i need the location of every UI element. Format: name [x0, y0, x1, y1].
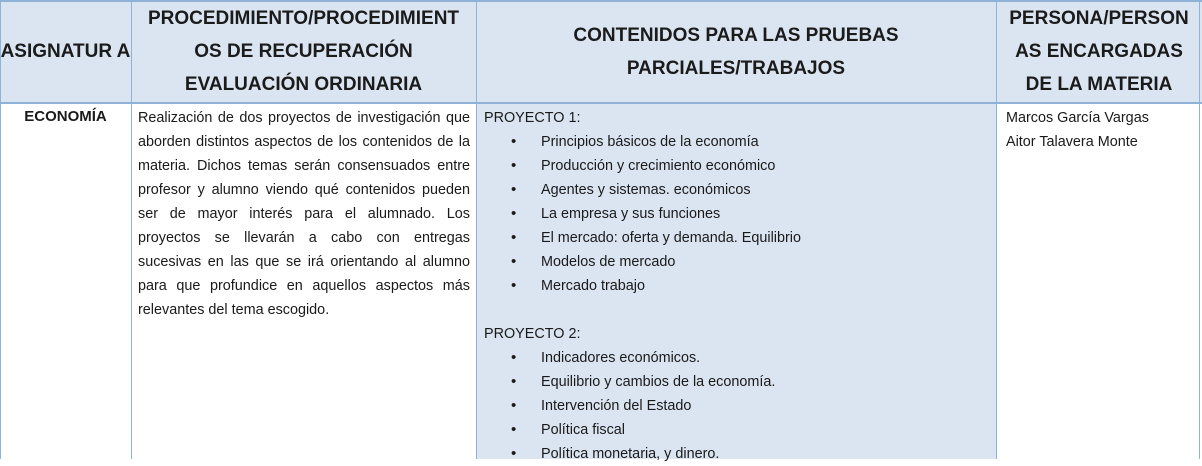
list-item: • Principios básicos de la economía	[541, 130, 989, 154]
header-contents: CONTENIDOS PARA LAS PRUEBAS PARCIALES/TRABAJOS	[573, 24, 899, 79]
project-1-list	[484, 130, 989, 298]
list-item: • Producción y crecimiento económico	[541, 154, 989, 178]
person-name: Marcos García Vargas	[1006, 110, 1149, 126]
header-subject: ASIGNATUR A	[0, 41, 131, 62]
project-2-list	[484, 346, 989, 466]
persons-cell	[1006, 106, 1202, 154]
list-item: • Modelos de mercado	[541, 250, 989, 274]
list-item: • Mercado trabajo	[541, 274, 989, 298]
list-item: • Intervención del Estado	[541, 394, 989, 418]
list-item: • Indicadores económicos.	[541, 346, 989, 370]
list-item: • El mercado: oferta y demanda. Equilibrio	[541, 226, 989, 250]
project-title: PROYECTO 1:	[484, 110, 581, 126]
list-item: • Política fiscal	[541, 418, 989, 442]
list-item: • Agentes y sistemas. económicos	[541, 178, 989, 202]
subject-cell: ECONOMÍA	[24, 108, 107, 125]
project-title: PROYECTO 2:	[484, 326, 581, 342]
list-item: • Política monetaria, y dinero.	[541, 442, 989, 466]
list-item: • La empresa y sus funciones	[541, 202, 989, 226]
procedure-cell: Realización de dos proyectos de investigación que aborden distintos aspectos de los contenidos de la materia. Dichos temas serán consensuados entre profesor y alumno viendo qué contenidos pueden ser de mayor interés para el alumnado. Los proyectos se llevarán a cabo con entregas sucesivas en las que se irá orientando al alumno para que profundice en aquellos aspectos más relevantes del tema escogido.	[138, 110, 470, 318]
header-persons: PERSONA/PERSON AS ENCARGADAS DE LA MATERIA	[1009, 8, 1189, 95]
list-item: • Equilibrio y cambios de la economía.	[541, 370, 989, 394]
person-name: Aitor Talavera Monte	[1006, 134, 1138, 150]
header-procedure: PROCEDIMIENTO/PROCEDIMIENT OS DE RECUPERACIÓN EVALUACIÓN ORDINARIA	[147, 8, 460, 95]
contents-cell	[484, 106, 989, 466]
